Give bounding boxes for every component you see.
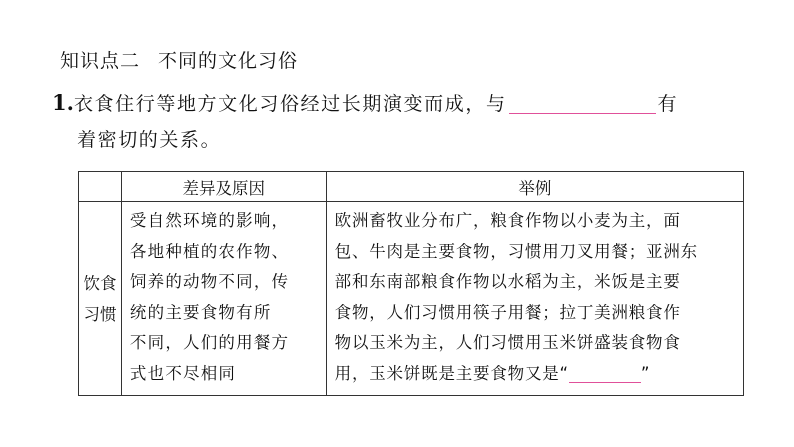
header-difference: 差异及原因 [121,172,326,202]
header-empty [79,172,122,202]
example-text-after-blank: ” [640,363,651,383]
section-heading: 不同的文化习俗 [158,50,299,72]
row-label [79,202,122,396]
reason-cell [121,202,326,396]
section-title [60,46,298,73]
example-line: 欧洲畜牧业分布广，粮食作物以小麦为主，面 [334,211,681,230]
reason-line: 受自然环境的影响， [129,211,290,230]
example-line-last [335,359,735,390]
table-header-row [79,172,744,202]
reason-line: 各地种植的农作物、 [129,241,290,261]
example-line: 部和东南部粮食作物以水稻为主，米饭是主要 [334,272,681,291]
question-text-line-2: 着密切的关系。 [77,129,222,151]
header-example: 举例 [326,172,743,202]
answer-blank-1[interactable] [509,93,656,114]
example-line: 包、牛肉是主要食物，习惯用刀叉用餐；亚洲东 [334,241,698,261]
row-label-line: 习惯 [83,304,117,324]
reason-line: 不同，人们的用餐方 [129,333,290,352]
example-line: 食物，人们习惯用筷子用餐；拉丁美洲粮食作 [334,302,681,322]
reason-line: 统的主要食物有所 [129,302,272,322]
question-text-after-blank: 有 [657,93,679,115]
section-label: 知识点二 [60,50,141,72]
question-text-before-blank: 衣食住行等地方文化习俗经过长期演变而成，与 [73,93,507,115]
question-line-1 [52,89,678,116]
example-text-before-blank: 用，玉米饼既是主要食物又是“ [334,363,569,383]
reason-line: 饲养的动物不同，传 [129,272,290,291]
example-line: 物以玉米为主，人们习惯用玉米饼盛装食物食 [334,333,681,352]
example-cell [326,202,743,396]
answer-blank-2[interactable] [569,364,641,383]
table-row [79,202,744,396]
row-label-line: 饮食 [83,273,117,293]
culture-table [78,171,744,396]
reason-line: 式也不尽相同 [129,363,237,383]
question-line-2 [77,125,221,152]
question-number: 1. [52,90,74,115]
